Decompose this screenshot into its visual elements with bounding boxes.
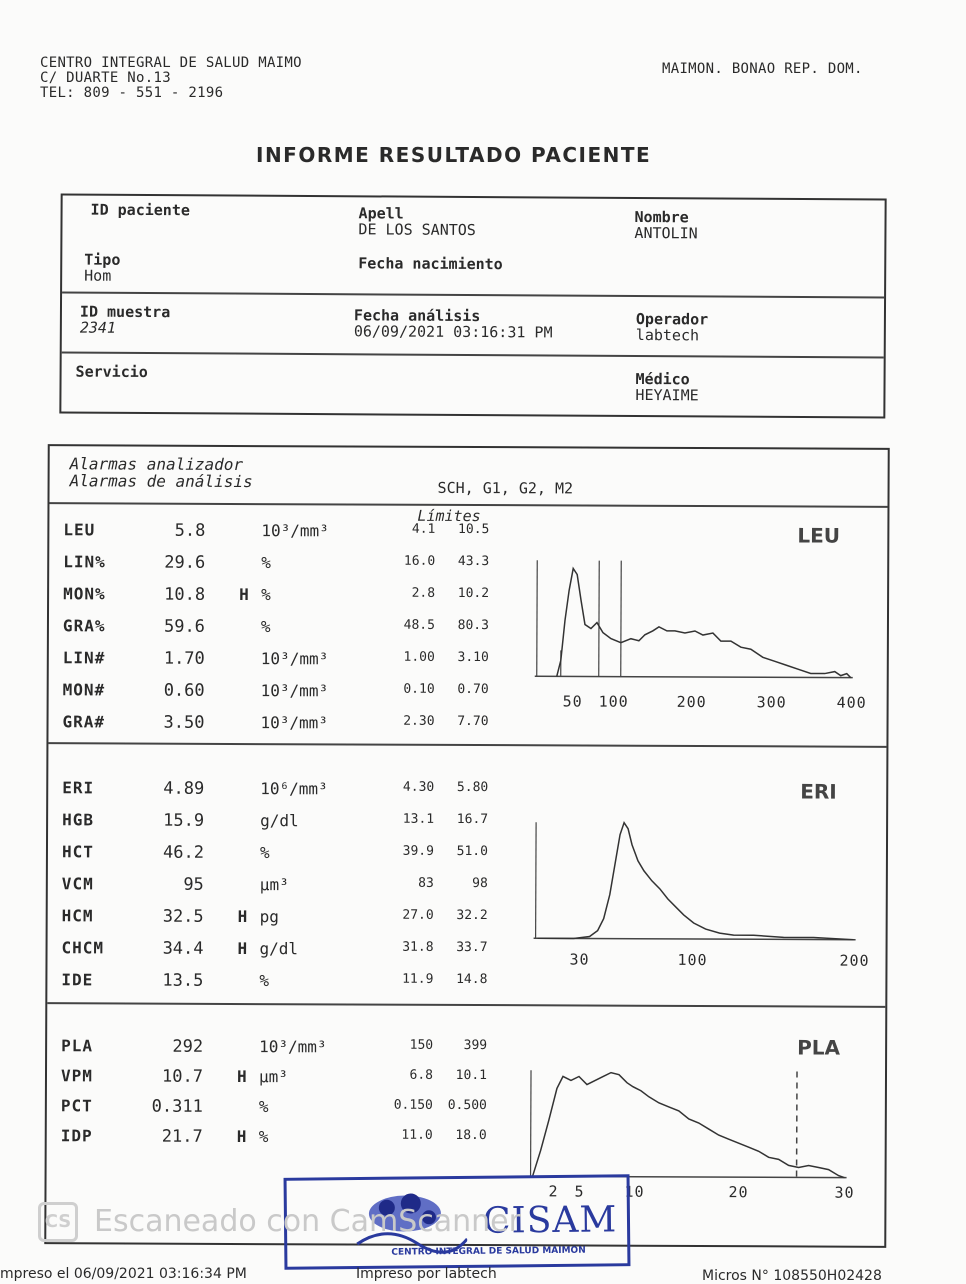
limit-high: 10.1 — [447, 1068, 487, 1083]
footer-printed-by: Impreso por labtech — [356, 1266, 497, 1282]
divider — [48, 742, 886, 748]
analyte-unit: % — [260, 843, 270, 862]
result-row — [47, 970, 507, 994]
analyte-name: VCM — [62, 874, 94, 893]
limit-low: 11.9 — [393, 972, 433, 987]
analyte-name: LIN# — [63, 648, 106, 667]
result-row — [47, 938, 507, 962]
report-title: INFORME RESULTADO PACIENTE — [256, 143, 651, 167]
eri-histogram — [534, 818, 859, 943]
analyte-unit: % — [261, 617, 271, 636]
result-row — [49, 616, 509, 640]
footer-printed-on: mpreso el 06/09/2021 03:16:34 PM — [0, 1266, 247, 1282]
medico-label: Médico — [636, 371, 690, 387]
limit-low: 2.30 — [395, 714, 435, 729]
leu-histogram-boundary — [621, 561, 622, 677]
analyte-unit: g/dl — [260, 939, 299, 958]
limit-low: 2.8 — [395, 586, 435, 601]
analyte-unit: g/dl — [260, 811, 299, 830]
analyte-flag: H — [237, 1127, 255, 1146]
analyte-name: MON% — [63, 584, 106, 603]
pla-results-table — [50, 446, 888, 450]
analyte-unit: 10³/mm³ — [261, 681, 329, 700]
eri-tick: 100 — [677, 951, 707, 969]
limit-low: 31.8 — [394, 940, 434, 955]
analyte-unit: 10³/mm³ — [259, 1037, 327, 1056]
result-row — [49, 552, 509, 576]
camscanner-logo-icon: CS — [38, 1202, 78, 1242]
apell-label: Apell — [359, 205, 404, 221]
analyte-value: 59.6 — [145, 617, 205, 637]
result-row — [48, 842, 508, 866]
analyte-value: 10.7 — [143, 1067, 203, 1087]
alarmas-analizador-label: Alarmas analizador — [70, 456, 243, 473]
leu-tick: 50 — [563, 692, 583, 710]
pla-tick: 10 — [624, 1183, 644, 1201]
analyte-value: 95 — [144, 875, 204, 895]
analyte-name: HGB — [62, 810, 94, 829]
leu-tick: 200 — [677, 693, 707, 711]
clinic-name: CENTRO INTEGRAL DE SALUD MAIMO — [40, 56, 302, 71]
limit-low: 83 — [394, 876, 434, 891]
limit-low: 13.1 — [394, 812, 434, 827]
result-row — [48, 810, 508, 834]
fecha-analisis-value: 06/09/2021 03:16:31 PM — [354, 323, 553, 340]
analyte-name: VPM — [61, 1066, 93, 1085]
analyte-name: HCM — [62, 906, 94, 925]
limit-low: 0.150 — [393, 1098, 433, 1113]
limit-high: 16.7 — [448, 812, 488, 827]
limit-low: 4.1 — [395, 522, 435, 537]
leu-tick: 300 — [757, 693, 787, 711]
analyte-name: IDE — [61, 970, 93, 989]
analyte-value: 292 — [143, 1037, 203, 1057]
footer-serial: Micros N° 108550H02428 — [702, 1268, 882, 1284]
eri-results-table — [50, 446, 888, 450]
analyte-flag: H — [238, 939, 256, 958]
leu-histogram-title: LEU — [797, 523, 840, 547]
camscanner-watermark: Escaneado con CamScanner — [94, 1204, 521, 1239]
eri-histogram-title: ERI — [800, 779, 837, 803]
limit-low: 11.0 — [393, 1128, 433, 1143]
nombre-label: Nombre — [634, 209, 688, 225]
limit-high: 43.3 — [449, 554, 489, 569]
limit-high: 399 — [447, 1038, 487, 1053]
analyte-unit: pg — [260, 907, 279, 926]
limit-low: 27.0 — [394, 908, 434, 923]
analyte-value: 10.8 — [145, 585, 205, 605]
eri-histogram-curve — [538, 822, 855, 939]
limit-low: 150 — [393, 1038, 433, 1053]
leu-tick: 400 — [837, 694, 867, 712]
analyte-flag: H — [237, 1067, 255, 1086]
analyte-value: 15.9 — [144, 811, 204, 831]
limit-low: 48.5 — [395, 618, 435, 633]
pla-tick: 2 — [548, 1182, 558, 1200]
result-row — [49, 648, 509, 672]
limit-high: 7.70 — [449, 714, 489, 729]
analyte-unit: % — [259, 971, 269, 990]
result-row — [47, 1096, 507, 1120]
leu-histogram-curve — [557, 568, 851, 677]
limit-high: 33.7 — [448, 940, 488, 955]
analyte-name: PCT — [61, 1096, 93, 1115]
result-row — [47, 1036, 507, 1060]
limit-high: 32.2 — [448, 908, 488, 923]
pla-histogram — [529, 1070, 849, 1181]
analyte-name: LEU — [63, 520, 95, 539]
pla-tick: 20 — [728, 1183, 748, 1201]
eri-histogram-axis — [534, 938, 856, 939]
limit-low: 6.8 — [393, 1068, 433, 1083]
limites-label: Límites — [417, 508, 480, 524]
limit-high: 80.3 — [449, 618, 489, 633]
results-box — [44, 444, 889, 1248]
operador-label: Operador — [636, 311, 708, 327]
alarmas-analisis-value: SCH, G1, G2, M2 — [438, 480, 574, 497]
limit-low: 4.30 — [394, 780, 434, 795]
analyte-unit: µm³ — [259, 1067, 288, 1086]
apell-value: DE LOS SANTOS — [358, 221, 476, 238]
result-row — [47, 1066, 507, 1090]
analyte-name: MON# — [63, 680, 106, 699]
analyte-unit: 10⁶/mm³ — [260, 779, 328, 798]
result-row — [49, 680, 509, 704]
patient-info-box — [59, 193, 886, 418]
analyte-value: 21.7 — [143, 1127, 203, 1147]
analyte-unit: µm³ — [260, 875, 289, 894]
analyte-unit: 10³/mm³ — [260, 713, 328, 732]
stamp-caption: CENTRO INTEGRAL DE SALUD MAIMON — [391, 1246, 586, 1258]
analyte-value: 29.6 — [145, 553, 205, 573]
result-row — [48, 778, 508, 802]
analyte-name: GRA# — [62, 712, 105, 731]
analyte-unit: 10³/mm³ — [261, 521, 329, 540]
limit-low: 0.10 — [395, 682, 435, 697]
analyte-value: 13.5 — [143, 971, 203, 991]
leu-histogram-ticks — [563, 692, 883, 713]
id-muestra-value: 2341 — [80, 320, 116, 336]
limit-low: 39.9 — [394, 844, 434, 859]
limit-high: 10.5 — [449, 522, 489, 537]
leu-results-table — [50, 446, 888, 450]
leu-histogram-boundary — [599, 561, 600, 677]
operador-value: labtech — [636, 327, 699, 343]
pla-histogram-curve — [533, 1072, 845, 1177]
id-paciente-label: ID paciente — [91, 202, 190, 219]
divider — [47, 1002, 885, 1008]
leu-histogram-axis — [535, 676, 853, 677]
nombre-value: ANTOLIN — [634, 225, 697, 241]
analyte-name: LIN% — [63, 552, 106, 571]
medico-value: HEYAIME — [635, 387, 698, 403]
limit-high: 3.10 — [449, 650, 489, 665]
tipo-label: Tipo — [84, 252, 120, 268]
alarmas-analisis-label: Alarmas de análisis — [70, 473, 253, 490]
analyte-value: 34.4 — [144, 939, 204, 959]
leu-histogram — [535, 560, 856, 685]
clinic-address: C/ DUARTE No.13 — [40, 71, 171, 86]
result-row — [47, 1126, 507, 1150]
leu-tick: 100 — [599, 693, 629, 711]
pla-histogram-title: PLA — [797, 1035, 840, 1059]
analyte-unit: 10³/mm³ — [261, 649, 329, 668]
analyte-unit: % — [261, 585, 271, 604]
analyte-value: 32.5 — [144, 907, 204, 927]
analyte-value: 46.2 — [144, 843, 204, 863]
limit-low: 16.0 — [395, 554, 435, 569]
eri-tick: 200 — [839, 952, 869, 970]
analyte-value: 4.89 — [144, 779, 204, 799]
divider — [62, 351, 884, 358]
tipo-value: Hom — [84, 268, 111, 284]
pla-tick: 30 — [834, 1184, 854, 1202]
limit-high: 18.0 — [447, 1128, 487, 1143]
limit-high: 10.2 — [449, 586, 489, 601]
result-row — [49, 520, 509, 544]
result-row — [48, 906, 508, 930]
result-row — [48, 712, 508, 736]
servicio-label: Servicio — [76, 364, 148, 380]
clinic-phone: TEL: 809 - 551 - 2196 — [40, 86, 223, 101]
result-row — [48, 874, 508, 898]
clinic-location: MAIMON. BONAO REP. DOM. — [662, 62, 863, 77]
analyte-name: GRA% — [63, 616, 106, 635]
fecha-nacimiento-label: Fecha nacimiento — [358, 255, 503, 272]
analyte-unit: % — [259, 1127, 269, 1146]
analyte-value: 0.60 — [145, 681, 205, 701]
limit-high: 0.500 — [447, 1098, 487, 1113]
analyte-value: 1.70 — [145, 649, 205, 669]
analyte-unit: % — [259, 1097, 269, 1116]
analyte-name: PLA — [61, 1036, 93, 1055]
limit-high: 14.8 — [447, 972, 487, 987]
limit-high: 5.80 — [448, 780, 488, 795]
analyte-name: ERI — [62, 778, 94, 797]
eri-histogram-ticks — [567, 950, 887, 971]
analyte-flag: H — [238, 907, 256, 926]
fecha-analisis-label: Fecha análisis — [354, 307, 481, 324]
analyte-unit: % — [261, 553, 271, 572]
eri-histogram-boundary — [536, 822, 537, 938]
analyte-value: 0.311 — [143, 1097, 203, 1117]
analyte-name: IDP — [61, 1126, 93, 1145]
limit-high: 98 — [448, 876, 488, 891]
eri-tick: 30 — [569, 950, 589, 968]
id-muestra-label: ID muestra — [80, 304, 170, 321]
analyte-value: 5.8 — [145, 521, 205, 541]
analyte-value: 3.50 — [144, 713, 204, 733]
result-row — [49, 584, 509, 608]
leu-histogram-boundary — [537, 560, 538, 676]
stamp-brand: CISAM — [483, 1199, 618, 1241]
limit-low: 1.00 — [395, 650, 435, 665]
pla-tick: 5 — [574, 1182, 584, 1200]
limit-high: 51.0 — [448, 844, 488, 859]
divider — [62, 291, 884, 298]
analyte-flag: H — [239, 585, 257, 604]
analyte-name: CHCM — [62, 938, 105, 957]
limit-high: 0.70 — [449, 682, 489, 697]
analyte-name: HCT — [62, 842, 94, 861]
